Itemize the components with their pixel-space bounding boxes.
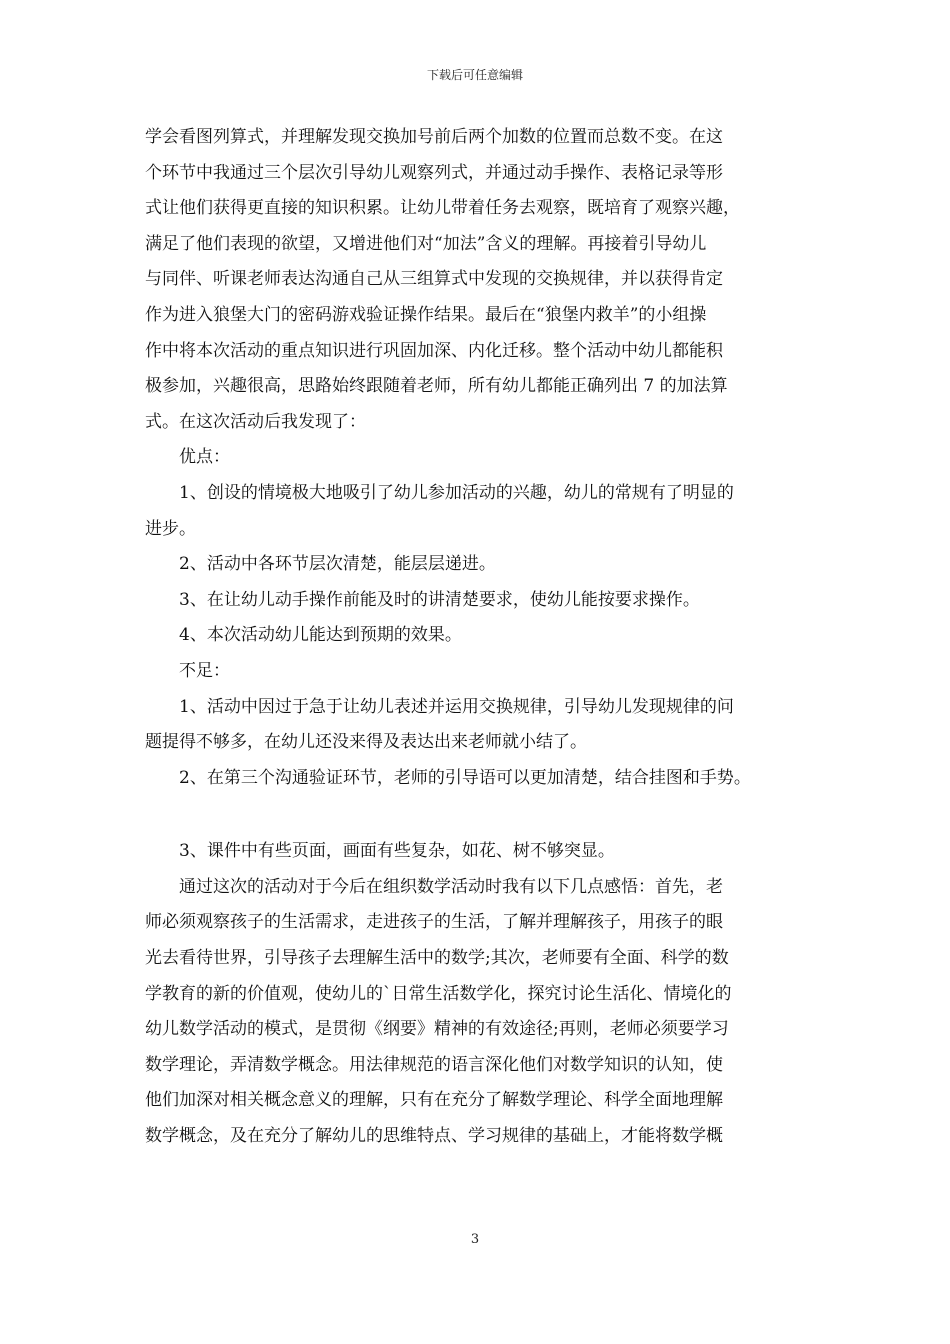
shortcoming-item-1-line: 1、活动中因过于急于让幼儿表述并运用交换规律，引导幼儿发现规律的问 — [179, 696, 734, 717]
text-line: 通过这次的活动对于今后在组织数学活动时我有以下几点感悟：首先，老 — [179, 876, 723, 897]
text-line: 个环节中我通过三个层次引导幼儿观察列式，并通过动手操作、表格记录等形 — [145, 162, 723, 183]
shortcomings-section — [145, 654, 815, 796]
page-header: 下载后可任意编辑 — [426, 68, 523, 82]
text-line: 光去看待世界，引导孩子去理解生活中的数学;其次，老师要有全面、科学的数 — [145, 948, 729, 969]
text-line: 学教育的新的价值观，使幼儿的`日常生活数学化，探究讨论生活化、情境化的 — [145, 983, 732, 1004]
page-number: 3 — [470, 1232, 480, 1247]
advantage-item-3: 3、在让幼儿动手操作前能及时的讲清楚要求，使幼儿能按要求操作。 — [179, 589, 700, 610]
shortcoming-item-2: 2、在第三个沟通验证环节，老师的引导语可以更加清楚，结合挂图和手势。 — [179, 767, 751, 788]
text-line: 作中将本次活动的重点知识进行巩固加深、内化迁移。整个活动中幼儿都能积 — [145, 340, 723, 361]
shortcoming-item-3: 3、课件中有些页面，画面有些复杂，如花、树不够突显。 — [179, 841, 615, 862]
text-line: 极参加，兴趣很高，思路始终跟随着老师，所有幼儿都能正确列出 7 的加法算 — [145, 376, 728, 397]
text-line: 学会看图列算式，并理解发现交换加号前后两个加数的位置而总数不变。在这 — [145, 127, 723, 147]
text-line: 式。在这次活动后我发现了： — [145, 411, 366, 432]
document-body — [145, 120, 815, 1155]
shortcoming-item-3-paragraph — [145, 834, 815, 870]
shortcoming-item-1-line: 题提得不够多，在幼儿还没来得及表达出来老师就小结了。 — [145, 732, 587, 753]
advantages-heading: 优点： — [179, 447, 230, 468]
text-line: 与同伴、听课老师表达沟通自己从三组算式中发现的交换规律，并以获得肯定 — [145, 269, 723, 290]
advantage-item-2: 2、活动中各环节层次清楚，能层层递进。 — [179, 554, 496, 575]
text-line: 数学理论，弄清数学概念。用法律规范的语言深化他们对数学知识的认知，使 — [145, 1054, 723, 1075]
paragraph-intro — [145, 120, 815, 440]
text-line: 式让他们获得更直接的知识积累。让幼儿带着任务去观察，既培育了观察兴趣， — [145, 198, 740, 219]
text-line: 幼儿数学活动的模式，是贯彻《纲要》精神的有效途径;再则，老师必须要学习 — [145, 1019, 729, 1040]
shortcomings-heading: 不足： — [179, 660, 230, 681]
advantage-item-1-line: 进步。 — [145, 518, 196, 539]
paragraph-spacer — [145, 796, 815, 834]
advantages-section — [145, 440, 815, 654]
paragraph-reflection — [145, 870, 815, 1155]
text-line: 数学概念，及在充分了解幼儿的思维特点、学习规律的基础上，才能将数学概 — [145, 1126, 723, 1147]
text-line: 师必须观察孩子的生活需求，走进孩子的生活，了解并理解孩子，用孩子的眼 — [145, 912, 723, 933]
text-line: 他们加深对相关概念意义的理解，只有在充分了解数学理论、科学全面地理解 — [145, 1090, 723, 1111]
advantage-item-1-line: 1、创设的情境极大地吸引了幼儿参加活动的兴趣，幼儿的常规有了明显的 — [179, 482, 734, 503]
text-line: 作为进入狼堡大门的密码游戏验证操作结果。最后在“狼堡内救羊”的小组操 — [145, 304, 707, 325]
advantage-item-4: 4、本次活动幼儿能达到预期的效果。 — [179, 625, 462, 646]
text-line: 满足了他们表现的欲望，又增进他们对“加法”含义的理解。再接着引导幼儿 — [145, 233, 707, 254]
